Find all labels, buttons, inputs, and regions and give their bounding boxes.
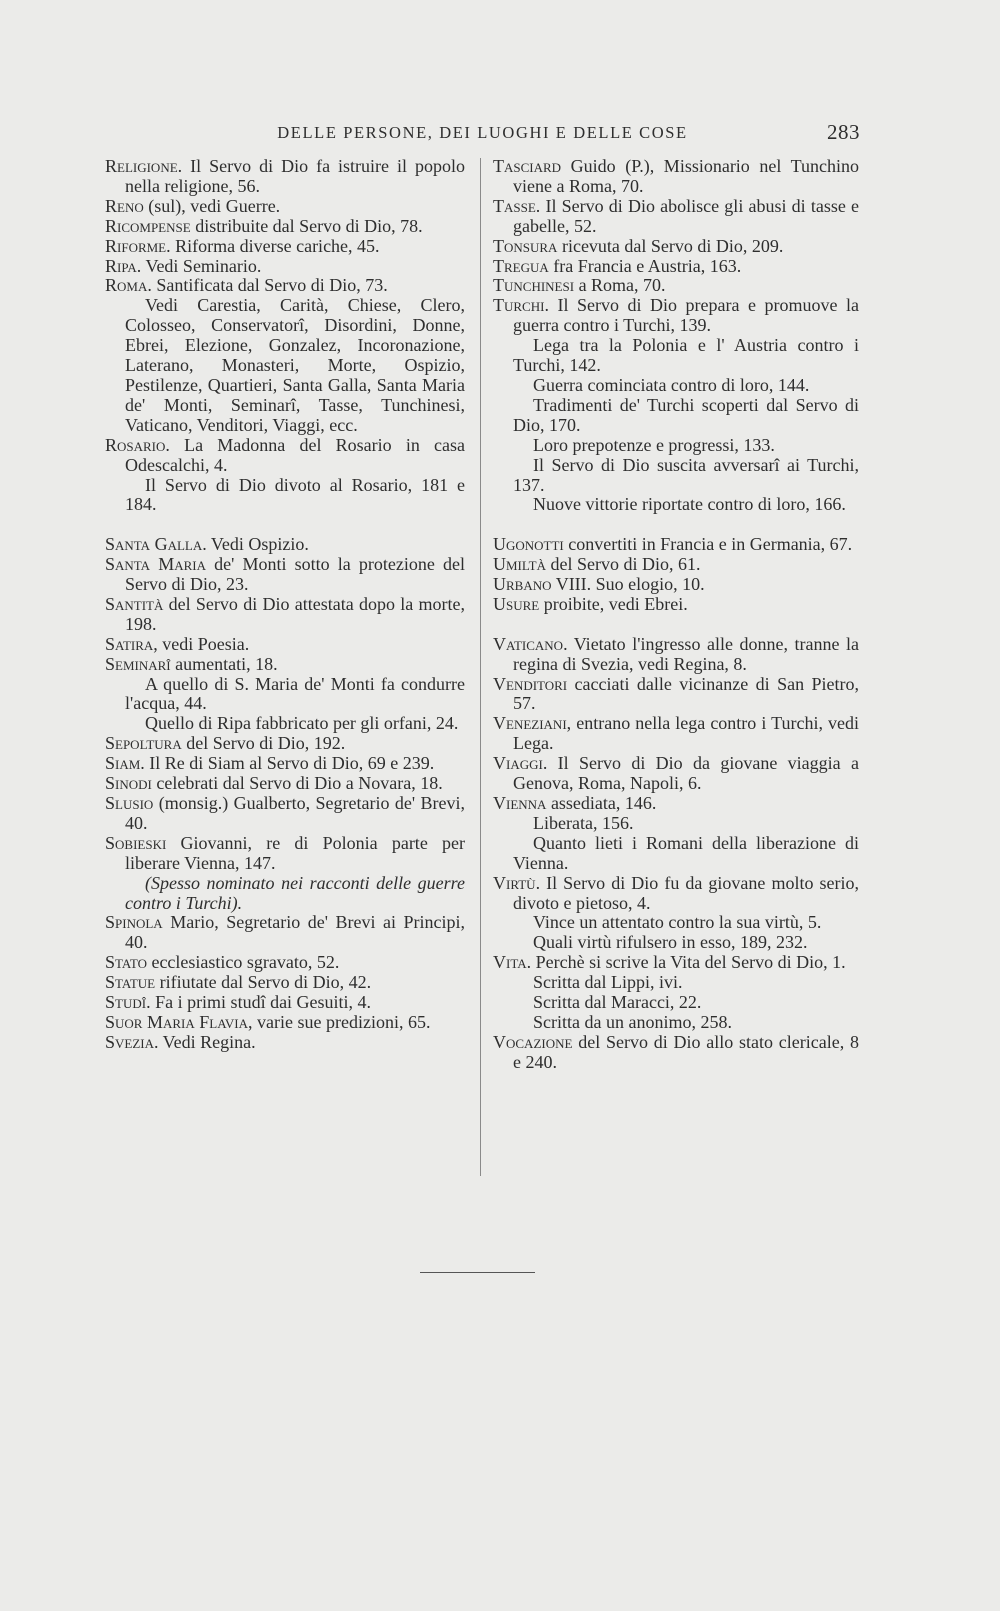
entry-text: fra Francia e Austria, 163. <box>548 255 742 276</box>
index-entry <box>493 197 859 237</box>
entry-headword: Veneziani <box>493 713 567 734</box>
section-gap <box>105 515 465 535</box>
entry-text: , entrano nella lega contro i Turchi, vedi Lega. <box>513 713 859 754</box>
index-entry <box>105 276 465 296</box>
index-entry <box>105 913 465 953</box>
entry-text: . Vietato l'ingresso alle donne, tranne la regina di Svezia, vedi Regina, 8. <box>513 633 859 674</box>
entry-text: proibite, vedi Ebrei. <box>539 593 688 614</box>
entry-headword: Tregua <box>493 255 549 276</box>
entry-headword: Santità <box>105 593 164 614</box>
index-entry <box>493 535 859 555</box>
index-entry <box>105 157 465 197</box>
entry-text: . Il Servo di Dio prepara e promuove la guerra contro i Turchi, 139. <box>513 295 859 336</box>
index-subentry: Liberata, 156. <box>533 812 634 833</box>
index-entry <box>493 754 859 794</box>
entry-headword: Studî <box>105 992 147 1013</box>
index-entry <box>493 157 859 197</box>
index-entry <box>105 237 465 257</box>
entry-headword: Seminarî <box>105 653 171 674</box>
index-column-left <box>105 157 465 1053</box>
entry-headword: Riforme <box>105 235 167 256</box>
index-entry <box>493 595 859 615</box>
entry-text: celebrati dal Servo di Dio a Novara, 18. <box>151 773 443 794</box>
index-subentry: Lega tra la Polonia e l' Austria contro i Turchi, 142. <box>513 335 859 376</box>
entry-headword: Vaticano <box>493 633 564 654</box>
running-header <box>105 120 860 146</box>
entry-headword: Spinola <box>105 912 163 933</box>
entry-text: , varie sue predizioni, 65. <box>248 1011 431 1032</box>
index-entry <box>105 257 465 277</box>
entry-text: . La Madonna del Rosario in casa Odescalchi, 4. <box>125 434 465 475</box>
index-note: (Spesso nominato nei racconti delle guerre contro i Turchi). <box>125 872 465 913</box>
entry-headword: Ugonotti <box>493 534 564 555</box>
entry-headword: Viaggi <box>493 753 543 774</box>
entry-text: . Vedi Seminario. <box>136 255 262 276</box>
index-entry <box>105 535 465 555</box>
index-entry <box>105 217 465 237</box>
entry-text: rifiutate dal Servo di Dio, 42. <box>155 972 372 993</box>
index-entry <box>105 953 465 973</box>
entry-text: del Servo di Dio attestata dopo la morte, 198. <box>125 593 465 634</box>
index-entry <box>105 754 465 774</box>
entry-text: . Il Servo di Dio fa istruire il popolo nella religione, 56. <box>125 156 465 196</box>
entry-headword: Slusio <box>105 792 154 813</box>
entry-text: ecclesiastico sgravato, 52. <box>146 952 340 973</box>
index-entry <box>105 734 465 754</box>
index-entry <box>105 1033 465 1053</box>
index-entry <box>493 714 859 754</box>
index-entry <box>493 257 859 277</box>
entry-headword: Statue <box>105 972 156 993</box>
entry-text: . Il Servo di Dio fu da giovane molto serio, divoto e pietoso, 4. <box>513 872 859 913</box>
index-entry <box>105 1013 465 1033</box>
entry-headword: Virtù <box>493 872 536 893</box>
index-entry <box>493 874 859 914</box>
index-entry <box>105 197 465 217</box>
end-rule <box>420 1272 535 1273</box>
entry-headword: Rosario <box>105 434 166 455</box>
index-subentry: Loro prepotenze e progressi, 133. <box>533 434 775 455</box>
index-entry <box>105 635 465 655</box>
index-subentry: Il Servo di Dio divoto al Rosario, 181 e 184. <box>125 474 465 515</box>
index-subentry: Scritta dal Lippi, ivi. <box>533 972 683 993</box>
section-gap <box>493 615 859 635</box>
entry-headword: Tasse <box>493 195 536 216</box>
entry-headword: Tunchinesi <box>493 275 575 296</box>
index-entry <box>493 555 859 575</box>
index-subentry: Vince un attentato contro la sua virtù, 5. <box>533 912 822 933</box>
index-entry <box>493 237 859 257</box>
entry-text: Mario, Segretario de' Brevi ai Principi, 40. <box>125 912 465 953</box>
index-entry <box>105 993 465 1013</box>
entry-headword: Ripa <box>105 255 137 276</box>
index-subentry: Scritta da un anonimo, 258. <box>533 1011 732 1032</box>
entry-text: distribuite dal Servo di Dio, 78. <box>190 215 423 236</box>
index-subentry: Tradimenti de' Turchi scoperti dal Servo di Dio, 170. <box>513 394 859 435</box>
index-entry <box>493 953 859 973</box>
entry-headword: Sobieski <box>105 832 167 853</box>
entry-headword: Urbano <box>493 574 552 595</box>
entry-headword: Satira <box>105 633 154 654</box>
entry-text: del Servo di Dio, 61. <box>545 554 701 575</box>
index-subentry: Il Servo di Dio suscita avversarî ai Turchi, 137. <box>513 454 859 495</box>
index-subentry: Vedi Carestia, Carità, Chiese, Clero, Colosseo, Conservatorî, Disordini, Donne, Ebrei, Elezione, Gonzalez, Incoronazione, Laterano, Monasteri, Morte, Ospizio, Pestilenze, Quartieri, Santa Galla, Santa Maria de' Monti, Seminarî, Tasse, Tunchinesi, Vaticano, Venditori, Viaggi, ecc. <box>125 295 465 435</box>
entry-headword: Sepoltura <box>105 733 182 754</box>
entry-text: . Il Servo di Dio da giovane viaggia a Genova, Roma, Napoli, 6. <box>513 753 859 794</box>
index-column-right <box>493 157 859 1073</box>
entry-headword: Santa Galla <box>105 534 203 555</box>
column-divider <box>480 158 481 1176</box>
index-entry <box>493 794 859 814</box>
index-entry <box>493 675 859 715</box>
index-subentry: Quanto lieti i Romani della liberazione di Vienna. <box>513 832 859 873</box>
entry-text: , vedi Poesia. <box>153 633 250 654</box>
entry-headword: Suor Maria Flavia <box>105 1011 249 1032</box>
index-entry <box>493 296 859 336</box>
entry-headword: Siam <box>105 753 141 774</box>
running-title: DELLE PERSONE, DEI LUOGHI E DELLE COSE <box>277 123 688 142</box>
entry-headword: Religione <box>105 156 178 176</box>
index-entry <box>105 834 465 874</box>
index-entry <box>105 655 465 675</box>
index-subentry: Quali virtù rifulsero in esso, 189, 232. <box>533 932 808 953</box>
entry-text: de' Monti sotto la protezione del Servo di Dio, 23. <box>125 554 465 595</box>
entry-text: . Riforma diverse cariche, 45. <box>166 235 380 256</box>
entry-headword: Vienna <box>493 792 547 813</box>
entry-text: cacciati dalle vicinanze di San Pietro, 57. <box>513 673 859 714</box>
entry-headword: Roma <box>105 275 148 296</box>
entry-headword: Venditori <box>493 673 568 694</box>
entry-headword: Stato <box>105 952 147 973</box>
index-entry <box>105 973 465 993</box>
entry-text: aumentati, 18. <box>170 653 278 674</box>
entry-headword: Tasciard <box>493 156 562 176</box>
entry-text: . Vedi Regina. <box>154 1031 256 1052</box>
entry-text: convertiti in Francia e in Germania, 67. <box>563 534 853 555</box>
page-number: 283 <box>827 120 860 144</box>
entry-text: assediata, 146. <box>546 792 657 813</box>
index-subentry: Scritta dal Maracci, 22. <box>533 992 702 1013</box>
entry-text: . Santificata dal Servo di Dio, 73. <box>147 275 388 296</box>
entry-headword: Svezia <box>105 1031 154 1052</box>
index-entry <box>105 555 465 595</box>
index-entry <box>493 635 859 675</box>
index-entry <box>105 774 465 794</box>
entry-text: del Servo di Dio allo stato clericale, 8 e 240. <box>513 1031 859 1072</box>
entry-headword: Turchi <box>493 295 545 316</box>
entry-text: a Roma, 70. <box>574 275 666 296</box>
entry-text: . Fa i primi studî dai Gesuiti, 4. <box>146 992 372 1013</box>
index-entry <box>105 595 465 635</box>
entry-text: . Perchè si scrive la Vita del Servo di Dio, 1. <box>526 952 846 973</box>
entry-text: del Servo di Dio, 192. <box>181 733 346 754</box>
entry-text: (sul), vedi Guerre. <box>143 195 281 216</box>
entry-text: Guido (P.), Missionario nel Tunchino viene a Roma, 70. <box>513 156 859 196</box>
entry-headword: Vita <box>493 952 527 973</box>
entry-text: ricevuta dal Servo di Dio, 209. <box>557 235 784 256</box>
entry-headword: Santa Maria <box>105 554 206 575</box>
entry-text: . Il Servo di Dio abolisce gli abusi di tasse e gabelle, 52. <box>513 195 859 236</box>
entry-text: VIII. Suo elogio, 10. <box>551 574 705 595</box>
index-subentry: Nuove vittorie riportate contro di loro, 166. <box>533 494 846 515</box>
index-entry <box>493 276 859 296</box>
index-entry <box>493 1033 859 1073</box>
section-gap <box>493 515 859 535</box>
entry-headword: Umiltà <box>493 554 546 575</box>
entry-text: . Il Re di Siam al Servo di Dio, 69 e 239. <box>140 753 435 774</box>
entry-text: Giovanni, re di Polonia parte per liberare Vienna, 147. <box>125 832 465 873</box>
entry-headword: Usure <box>493 593 540 614</box>
entry-text: (monsig.) Gualberto, Segretario de' Brevi, 40. <box>125 792 465 833</box>
index-subentry: A quello di S. Maria de' Monti fa condurre l'acqua, 44. <box>125 673 465 714</box>
index-subentry: Guerra cominciata contro di loro, 144. <box>533 374 810 395</box>
index-entry <box>493 575 859 595</box>
entry-headword: Ricompense <box>105 215 191 236</box>
entry-headword: Vocazione <box>493 1031 573 1052</box>
index-entry <box>105 794 465 834</box>
entry-text: . Vedi Ospizio. <box>202 534 309 555</box>
entry-headword: Sinodi <box>105 773 152 794</box>
entry-headword: Tonsura <box>493 235 558 256</box>
index-entry <box>105 436 465 476</box>
entry-headword: Reno <box>105 195 144 216</box>
index-subentry: Quello di Ripa fabbricato per gli orfani, 24. <box>145 713 459 734</box>
